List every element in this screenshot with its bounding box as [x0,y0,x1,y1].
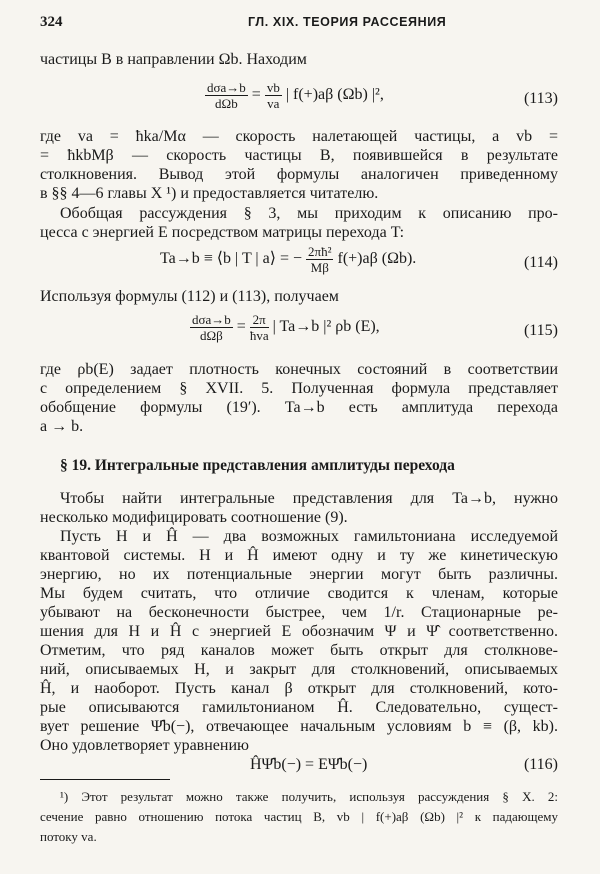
text-line: Отметим, что ряд каналов может быть открыт для столкнове- [40,642,558,659]
text-line: = ħkbMβ — скорость частицы B, появившейся в результате [40,147,558,164]
page-number: 324 [40,14,63,30]
text-line: убывают на бесконечности быстрее, чем 1/r. Стационарные ре- [40,604,558,621]
text-line: цесса с энергией E посредством матрицы перехода T: [40,224,405,241]
text-line: Оно удовлетворяет уравнению [40,737,249,754]
text-line: несколько модифицировать соотношение (9). [40,509,348,526]
eq113-v-num: vb [266,80,280,95]
eq113-rhs: | f(+)aβ (Ωb) |², [285,86,384,104]
equation-115: $\frac{\text{dσa→b}}{\text{dΩβ}}$ = $\frac{2\pi}{\text{ħva}}$ | Ta→b |² ρb (E), (115) [192,312,558,343]
eq114-label: (114) [523,254,558,271]
text-line: ний, описываемых H, и закрыт для столкновений, описываемых [40,661,558,678]
eq114-frac-den: Mβ [310,260,329,275]
text-line: рые описываются гамильтонианом Ĥ. Следовательно, сущест- [40,699,558,716]
eq114-lhs: Ta→b ≡ ⟨b | T | a⟩ = − [160,250,303,268]
text-line: где va = ħka/Mα — скорость налетающей частицы, а vb = [40,128,558,145]
text-line: a → b. [40,418,84,435]
footnote-line: ¹) Этот результат можно также получить, используя рассуждения § X. 2: [60,789,558,804]
eq115-rhs: | Ta→b |² ρb (E), [272,318,380,336]
text-line: Ĥ, и наоборот. Пусть канал β открыт для столкновений, кото- [40,680,558,697]
text-line: Используя формулы (112) и (113), получаем [40,288,339,305]
text-line: где ρb(E) задает плотность конечных состояний в соответствии [40,361,558,378]
equation-116 [40,756,558,778]
eq115-label: (115) [523,322,558,339]
text-line: шения для H и Ĥ с энергией E обозначим Ψ и Ψ̂ соответственно. [40,623,558,640]
text-line: Чтобы найти интегральные представления для Ta→b, нужно [60,490,558,507]
section-heading: § 19. Интегральные представления амплитуды перехода [60,457,455,474]
eq113-label: (113) [523,90,558,107]
eq115-frac-num: 2π [250,312,269,328]
text-line: с определением § XVII. 5. Полученная формула представляет [40,380,558,397]
text-line: квантовой системы. H и Ĥ имеют одну и ту же кинетическую [40,547,558,564]
equation-113: $\frac{\text{dσa→b}}{\text{dΩb}}$ = $\frac{vb}{va}$ | f(+)aβ (Ωb) |², (113) [207,80,558,111]
eq113-v-den: va [267,96,280,111]
text-line: частицы B в направлении Ωb. Находим [40,51,307,68]
eq115-lhs-num: dσa→b [192,312,231,327]
chapter-title: ГЛ. XIX. ТЕОРИЯ РАССЕЯНИЯ [248,15,447,29]
text-line: Пусть H и Ĥ — два возможных гамильтониана исследуемой [60,528,558,545]
footnote-line: потоку va. [40,829,97,844]
text-line: обобщение формулы (19′). Ta→b есть амплитуда перехода [40,399,558,416]
text-line: энергию, но их потенциальные энергии могут быть различны. [40,566,558,583]
eq115-frac-den: ħva [249,328,269,343]
eq116-label: (116) [523,756,558,773]
text-line: столкновения. Вывод этой формулы аналогичен приведенному [40,166,558,183]
equation-114 [40,244,558,284]
eq116-formula: ĤΨ̂b(−) = EΨ̂b(−) [250,756,368,773]
text-line: в §§ 4—6 главы X ¹) и предоставляется читателю. [40,185,379,202]
eq114-rhs: f(+)aβ (Ωb). [337,250,417,268]
eq115-lhs-den: dΩβ [200,328,223,343]
text-line: Мы будем считать, что отличие сводится к членам, которые [40,585,558,602]
eq113-lhs-den: dΩb [215,96,238,111]
footnote-rule [40,779,170,780]
eq113-lhs-num: dσa→b [207,80,246,95]
text-line: Обобщая рассуждения § 3, мы приходим к описанию про- [60,205,558,222]
text-line: вует решение Ψ̂b(−), отвечающее начальным условиям b ≡ (β, kb). [40,718,558,735]
eq114-frac-num: 2πħ² [308,244,332,259]
footnote-line: сечение равно отношению потока частиц B, vb | f(+)aβ (Ωb) |² к падающему [40,809,558,824]
